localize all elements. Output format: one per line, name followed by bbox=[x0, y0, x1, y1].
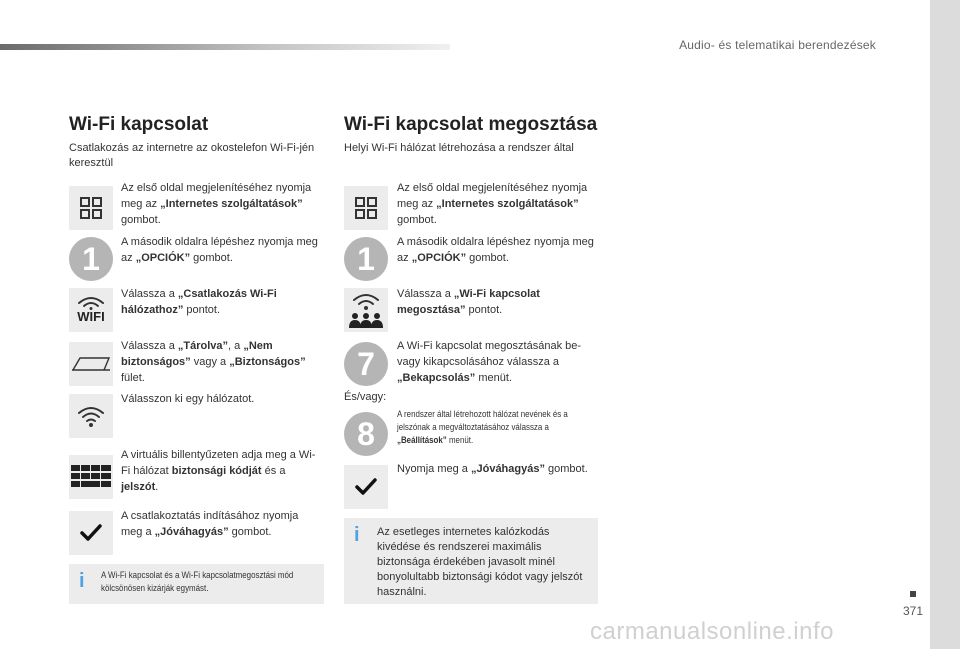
apps-grid-icon bbox=[69, 186, 113, 230]
left-info-box bbox=[69, 564, 324, 604]
info-icon: i bbox=[354, 524, 360, 546]
checkmark-icon bbox=[344, 465, 388, 509]
right-step-6: Nyomja meg a „Jóváhagyás” gombot. bbox=[397, 463, 588, 475]
side-strip bbox=[930, 0, 960, 649]
checkmark-icon bbox=[69, 511, 113, 555]
wifi-label-text: WIFI bbox=[77, 309, 105, 324]
right-step-4: A Wi-Fi kapcsolat megosztásának be- vagy kikapcsolásához válassza a „Bekapcsolás” menüt. bbox=[397, 340, 582, 384]
left-title: Wi-Fi kapcsolat bbox=[69, 114, 209, 135]
wifi-share-icon bbox=[344, 288, 388, 332]
left-step-6: A virtuális billentyűzeten adja meg a Wi-Fi hálózat biztonsági kódját és a jelszót. bbox=[121, 449, 316, 493]
step-number-badge: 8 bbox=[344, 412, 388, 456]
wifi-icon bbox=[69, 394, 113, 438]
or-label: És/vagy: bbox=[344, 391, 387, 403]
tab-shape-icon bbox=[69, 342, 113, 386]
left-step-5: Válasszon ki egy hálózatot. bbox=[121, 393, 255, 405]
left-intro: Csatlakozás az internetre az okostelefon Wi-Fi-jén keresztül bbox=[69, 142, 315, 169]
right-title: Wi-Fi kapcsolat megosztása bbox=[344, 114, 598, 135]
left-step-1: Az első oldal megjelenítéséhez nyomja meg az „Internetes szolgáltatások” gombot. bbox=[121, 182, 312, 226]
header-gradient-bar bbox=[0, 44, 450, 50]
right-step-3: Válassza a „Wi-Fi kapcsolat megosztása” pontot. bbox=[397, 288, 540, 316]
step-number-badge: 1 bbox=[344, 237, 388, 281]
left-step-2: A második oldalra lépéshez nyomja meg az „OPCIÓK” gombot. bbox=[121, 236, 318, 264]
left-step-3: Válassza a „Csatlakozás Wi-Fi hálózathoz” pontot. bbox=[121, 288, 277, 316]
page-marker-dot bbox=[910, 591, 916, 597]
right-step-2: A második oldalra lépéshez nyomja meg az „OPCIÓK” gombot. bbox=[397, 236, 594, 264]
page-number: 371 bbox=[902, 604, 923, 618]
wifi-label-icon bbox=[69, 288, 113, 332]
step-number-badge: 1 bbox=[69, 237, 113, 281]
left-step-4: Válassza a „Tárolva”, a „Nem biztonságos” vagy a „Biztonságos” fület. bbox=[121, 340, 306, 384]
left-step-7: A csatlakoztatás indításához nyomja meg a „Jóváhagyás” gombot. bbox=[121, 510, 299, 538]
right-step-5: A rendszer által létrehozott hálózat nevének és a jelszónak a megváltoztatásához válassza a „Beállítások” menüt. bbox=[397, 409, 568, 445]
keyboard-icon bbox=[69, 455, 113, 499]
watermark: carmanualsonline.info bbox=[590, 618, 834, 645]
section-header-title: Audio- és telematikai berendezések bbox=[679, 38, 876, 52]
apps-grid-icon bbox=[344, 186, 388, 230]
right-intro: Helyi Wi-Fi hálózat létrehozása a rendszer által bbox=[344, 142, 574, 154]
right-step-1: Az első oldal megjelenítéséhez nyomja meg az „Internetes szolgáltatások” gombot. bbox=[397, 182, 588, 226]
right-info-text: Az esetleges internetes kalózkodás kivédése és rendszerei maximális biztonsága érdekében javasolt minél bonyolultabb biztonsági kódot vagy jelszót használni. bbox=[377, 526, 583, 598]
left-info-text: A Wi-Fi kapcsolat és a Wi-Fi kapcsolatmegosztási mód kölcsönösen kizárják egymást. bbox=[101, 570, 294, 593]
right-info-box bbox=[344, 518, 598, 604]
step-number-badge: 7 bbox=[344, 342, 388, 386]
info-icon: i bbox=[79, 570, 85, 592]
